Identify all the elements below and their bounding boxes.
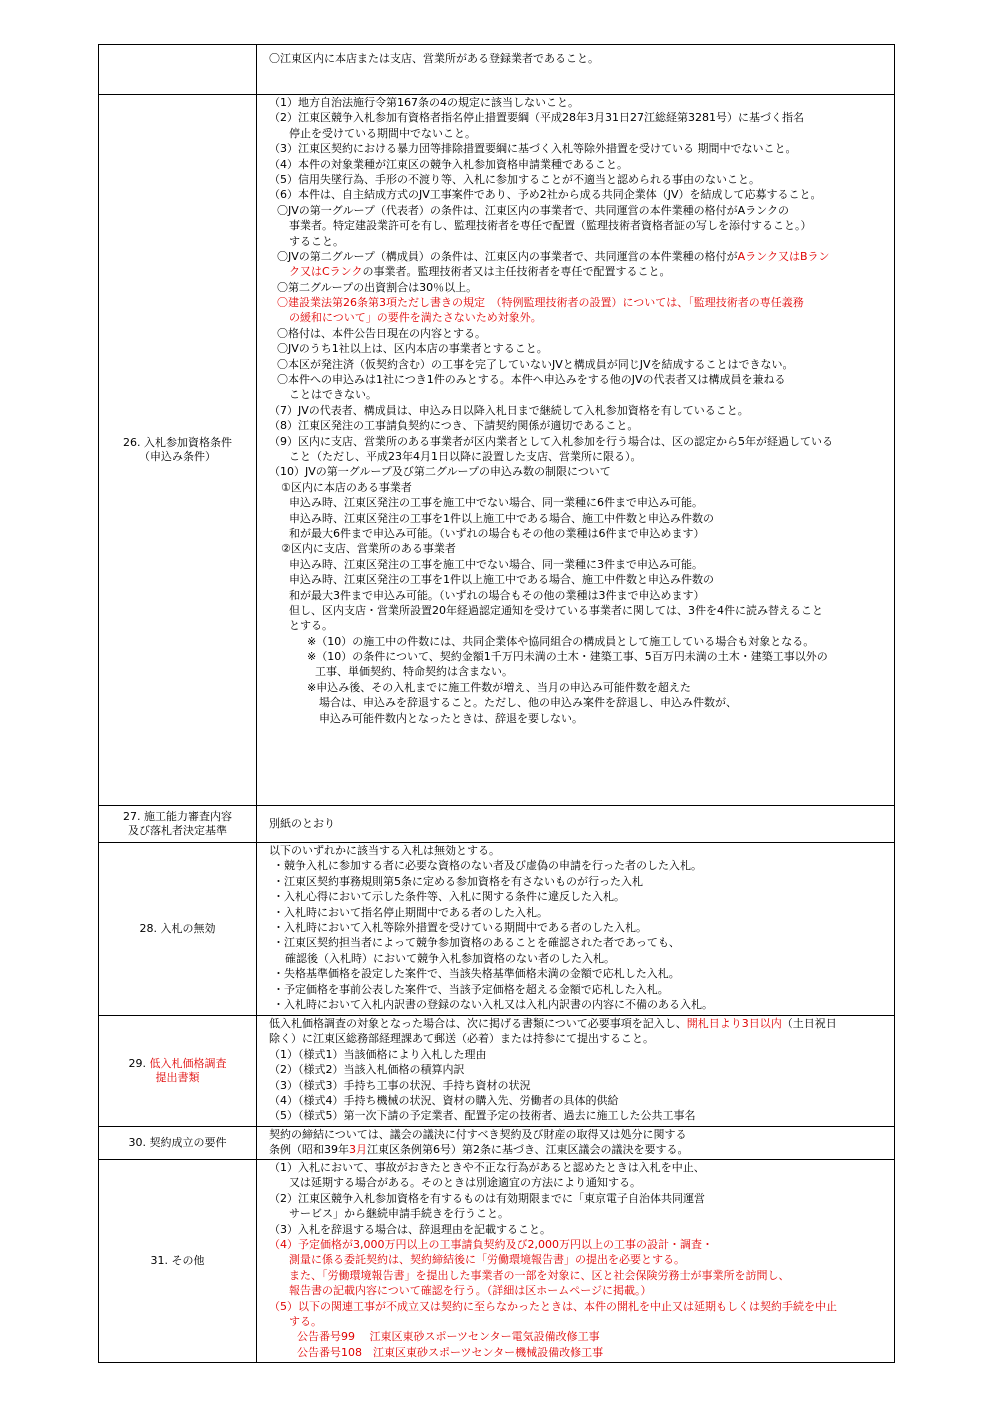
- text-line: ※（10）の条件について、契約金額1千万円未満の土木・建築工事、5百万円未満の土木・建築工事以外の: [307, 650, 828, 664]
- text-line: 〇江東区内に本店または支店、営業所がある登録業者であること。: [269, 52, 599, 65]
- text-line: 契約の締結については、議会の議決に付すべき契約及び財産の取得又は処分に関する: [269, 1128, 687, 1141]
- text-line: 〇格付は、本件公告日現在の内容とする。: [277, 326, 486, 340]
- label-line: （申込み条件）: [139, 450, 216, 463]
- text-line: （4）（様式4）手持ち機械の状況、資材の購入先、労働者の具体的供給: [269, 1093, 619, 1107]
- label-line: 28. 入札の無効: [139, 922, 216, 935]
- text-line: 〇本区が発注済（仮契約含む）の工事を完了していないJVと構成員が同じJVを結成することはできない。: [277, 357, 794, 371]
- text-line: 〇第二グループの出資割合は30％以上。: [277, 280, 478, 294]
- table-row: [99, 1016, 895, 1127]
- row-content: [257, 806, 895, 843]
- text-line: 〇JVの第一グループ（代表者）の条件は、江東区内の事業者で、共同運営の本件業種の格付がAランクの: [277, 203, 789, 217]
- text-line: （1）地方自治法施行令第167条の4の規定に該当しないこと。: [269, 96, 579, 109]
- text-line: 報告書の記載内容について確認を行う。（詳細は区ホームページに掲載。）: [289, 1284, 652, 1298]
- text-line: ①区内に本店のある事業者: [281, 480, 412, 494]
- text-line: ※（10）の施工中の件数には、共同企業体や協同組合の構成員として施工している場合も対象となる。: [307, 634, 815, 648]
- text-line: 〇JVのうち1社以上は、区内本店の事業者とすること。: [277, 342, 548, 356]
- text-span: の事業者。監理技術者又は主任技術者を専任で配置すること。: [362, 265, 671, 279]
- text-line: 測量に係る委託契約は、契約締結後に「労働環境報告書」の提出を必要とする。: [289, 1253, 685, 1267]
- text-line: （9）区内に支店、営業所のある事業者が区内業者として入札参加を行う場合は、区の認定から5年が経過している: [269, 434, 833, 448]
- text-line: ・入札時において入札内訳書の登録のない入札又は入札内訳書の内容に不備のある入札。: [273, 997, 713, 1011]
- text-line: （2）江東区競争入札参加資格を有するものは有効期限までに「東京電子自治体共同運営: [269, 1191, 705, 1205]
- text-line: [257, 264, 894, 279]
- text-line: 場合は、申込みを辞退すること。ただし、他の申込み案件を辞退し、申込み件数が、: [319, 696, 737, 710]
- text-line: 〇本件への申込みは1社につき1件のみとする。本件へ申込みをする他のJVの代表者又は構成員を兼ねる: [277, 373, 786, 387]
- row-content: [257, 45, 895, 95]
- row-label: [99, 1127, 257, 1160]
- text-line: 和が最大6件まで申込み可能。（いずれの場合もその他の業種は6件まで申込めます）: [289, 526, 705, 540]
- row-content: [257, 843, 895, 1016]
- row-label: [99, 843, 257, 1016]
- text-line: する。: [289, 1314, 322, 1328]
- label-line: 30. 契約成立の要件: [128, 1136, 227, 1149]
- text-line: （3）江東区契約における暴力団等排除措置要綱に基づく入札等除外措置を受けている 期間中でないこと。: [269, 142, 797, 156]
- text-line: （1）（様式1）当該価格により入札した理由: [269, 1047, 487, 1061]
- row-content: [257, 95, 895, 806]
- text-line: （5）信用失墜行為、手形の不渡り等、入札に参加することが不適当と認められる事由のないこと。: [269, 172, 760, 186]
- text-line: すること。: [289, 234, 344, 248]
- text-line: 申込み時、江東区発注の工事を施工中でない場合、同一業種に6件まで申込み可能。: [289, 496, 703, 510]
- table-row: [99, 95, 895, 806]
- text-line: ・予定価格を事前公表した案件で、当該予定価格を超える金額で応札した入札。: [273, 982, 669, 996]
- text-line: （3）入札を辞退する場合は、辞退理由を記載すること。: [269, 1222, 551, 1236]
- highlight-text: 3月: [349, 1143, 367, 1157]
- text-line: （10）JVの第一グループ及び第二グループの申込み数の制限について: [269, 465, 611, 479]
- text-line: こと（ただし、平成23年4月1日以降に設置した支店、営業所に限る）。: [289, 449, 642, 463]
- label-line: 27. 施工能力審査内容: [123, 810, 232, 823]
- row-label: [99, 95, 257, 806]
- label-number: 29.: [128, 1057, 150, 1070]
- text-line: 申込み時、江東区発注の工事を1件以上施工中である場合、施工中件数と申込み件数の: [289, 573, 714, 587]
- text-span: 低入札価格調査の対象となった場合は、次に掲げる書類について必要事項を記入し、: [269, 1017, 687, 1030]
- label-line: 26. 入札参加資格条件: [123, 436, 232, 449]
- row-label: [99, 806, 257, 843]
- text-line: 公告番号108 江東区東砂スポーツセンター機械設備改修工事: [297, 1345, 604, 1359]
- table-row: [99, 1160, 895, 1363]
- text-line: （3）（様式3）手持ち工事の状況、手持ち資材の状況: [269, 1078, 531, 1092]
- text-line: ・入札心得において示した条件等、入札に関する条件に違反した入札。: [273, 890, 625, 904]
- text-line: ・入札時において指名停止期間中である者のした入札。: [273, 905, 548, 919]
- table-row: [99, 806, 895, 843]
- text-line: （2）（様式2）当該入札価格の積算内訳: [269, 1063, 465, 1077]
- document-page: [98, 44, 895, 1363]
- text-line: [257, 1142, 894, 1157]
- conditions-table: [98, 44, 895, 1363]
- text-line: ・入札時において入札等除外措置を受けている期間中である者のした入札。: [273, 920, 647, 934]
- text-line: ・競争入札に参加する者に必要な資格のない者及び虚偽の申請を行った者のした入札。: [273, 859, 702, 873]
- text-line: 停止を受けている期間中でないこと。: [289, 126, 476, 140]
- text-line: ・江東区契約担当者によって競争参加資格のあることを確認された者であっても、: [273, 936, 680, 950]
- text-line: 申込み時、江東区発注の工事を施工中でない場合、同一業種に3件まで申込み可能。: [289, 557, 703, 571]
- highlight-text: Aランク又はBラン: [737, 249, 830, 263]
- text-line: サービス」から継続申請手続きを行うこと。: [289, 1207, 509, 1221]
- text-line: （6）本件は、自主結成方式のJV工事案件であり、予め2社から成る共同企業体（JV）を結成して応募すること。: [269, 188, 822, 202]
- row-content: [257, 1127, 895, 1160]
- text-line: （8）江東区発注の工事請負契約につき、下請契約関係が適切であること。: [269, 419, 639, 433]
- label-line: 提出書類: [155, 1071, 200, 1084]
- text-line: ことはできない。: [289, 388, 377, 402]
- text-span: 条例（昭和39年: [269, 1143, 349, 1157]
- text-line: ※申込み後、その入札までに施工件数が増え、当月の申込み可能件数を超えた: [307, 680, 691, 694]
- text-line: 但し、区内支店・営業所設置20年経過認定通知を受けている事業者に関しては、3件を4件に読み替えること: [289, 603, 823, 617]
- text-line: 工事、単価契約、特命契約は含まない。: [315, 665, 513, 679]
- text-line: 〇建設業法第26条第3項ただし書きの規定 （特例監理技術者の設置）については、「監理技術者の専任義務: [277, 296, 804, 310]
- label-highlight: 低入札価格調査: [149, 1057, 227, 1070]
- text-line: [257, 249, 894, 264]
- table-row: [99, 45, 895, 95]
- text-line: （2）江東区競争入札参加有資格者指名停止措置要綱（平成28年3月31日27江総経第3281号）に基づく指名: [269, 111, 804, 125]
- text-line: また、「労働環境報告書」を提出した事業者の一部を対象に、区と社会保険労務士が事業所を訪問し、: [289, 1268, 790, 1282]
- text-line: ・江東区契約事務規則第5条に定める参加資格を有さないものが行った入札: [273, 874, 643, 888]
- text-span: （土日祝日: [781, 1017, 837, 1030]
- table-row: [99, 843, 895, 1016]
- text-line: 申込み時、江東区発注の工事を1件以上施工中である場合、施工中件数と申込み件数の: [289, 511, 714, 525]
- text-line: ・失格基準価格を設定した案件で、当該失格基準価格未満の金額で応札した入札。: [273, 967, 680, 981]
- label-line: 及び落札者決定基準: [128, 824, 227, 837]
- text-line: 申込み可能件数内となったときは、辞退を要しない。: [319, 711, 583, 725]
- text-line: 公告番号99 江東区東砂スポーツセンター電気設備改修工事: [297, 1330, 600, 1344]
- text-line: 確認後（入札時）において競争入札参加資格のない者のした入札。: [285, 951, 615, 965]
- text-line: （5）以下の関連工事が不成立又は契約に至らなかったときは、本件の開札を中止又は延期もしくは契約手続を中止: [269, 1299, 837, 1313]
- text-line: 事業者。特定建設業許可を有し、監理技術者を専任で配置（監理技術者資格者証の写しを添付すること。）: [289, 219, 812, 233]
- row-content: [257, 1016, 895, 1127]
- highlight-text: ク又はCランク: [289, 265, 363, 279]
- text-line: 和が最大3件まで申込み可能。（いずれの場合もその他の業種は3件まで申込めます）: [289, 588, 705, 602]
- text-line: ②区内に支店、営業所のある事業者: [281, 542, 456, 556]
- label-line: 31. その他: [150, 1254, 205, 1267]
- row-content: [257, 1160, 895, 1363]
- text-line: （4）予定価格が3,000万円以上の工事請負契約及び2,000万円以上の工事の設計・調査・: [269, 1237, 713, 1251]
- row-label: [99, 1160, 257, 1363]
- row-label: [99, 1016, 257, 1127]
- text-line: （7）JVの代表者、構成員は、申込み日以降入札日まで継続して入札参加資格を有していること。: [269, 403, 749, 417]
- text-line: 別紙のとおり: [269, 817, 335, 831]
- text-line: （5）（様式5）第一次下請の予定業者、配置予定の技術者、過去に施工した公共工事名: [269, 1109, 696, 1123]
- text-line: [257, 1016, 894, 1031]
- text-line: （4）本件の対象業種が江東区の競争入札参加資格申請業種であること。: [269, 157, 628, 171]
- text-line: 除く）に江東区総務部経理課あて郵送（必着）または持参にて提出すること。: [269, 1032, 654, 1046]
- text-line: の緩和について」の要件を満たさないため対象外。: [289, 311, 542, 325]
- text-span: 江東区条例第6号）第2条に基づき、江東区議会の議決を要する。: [367, 1143, 689, 1157]
- label-line: [99, 1057, 256, 1071]
- table-row: [99, 1127, 895, 1160]
- row-label-empty: [99, 45, 257, 95]
- text-line: （1）入札において、事故がおきたときや不正な行為があると認めたときは入札を中止、: [269, 1161, 705, 1174]
- text-span: 〇JVの第二グループ（構成員）の条件は、江東区内の事業者で、共同運営の本件業種の格付が: [277, 249, 738, 263]
- highlight-text: 開札日より3日以内: [686, 1017, 782, 1030]
- text-line: 又は延期する場合がある。そのときは別途適宜の方法により通知する。: [289, 1176, 641, 1190]
- text-line: 以下のいずれかに該当する入札は無効とする。: [269, 844, 500, 857]
- text-line: とする。: [289, 619, 333, 633]
